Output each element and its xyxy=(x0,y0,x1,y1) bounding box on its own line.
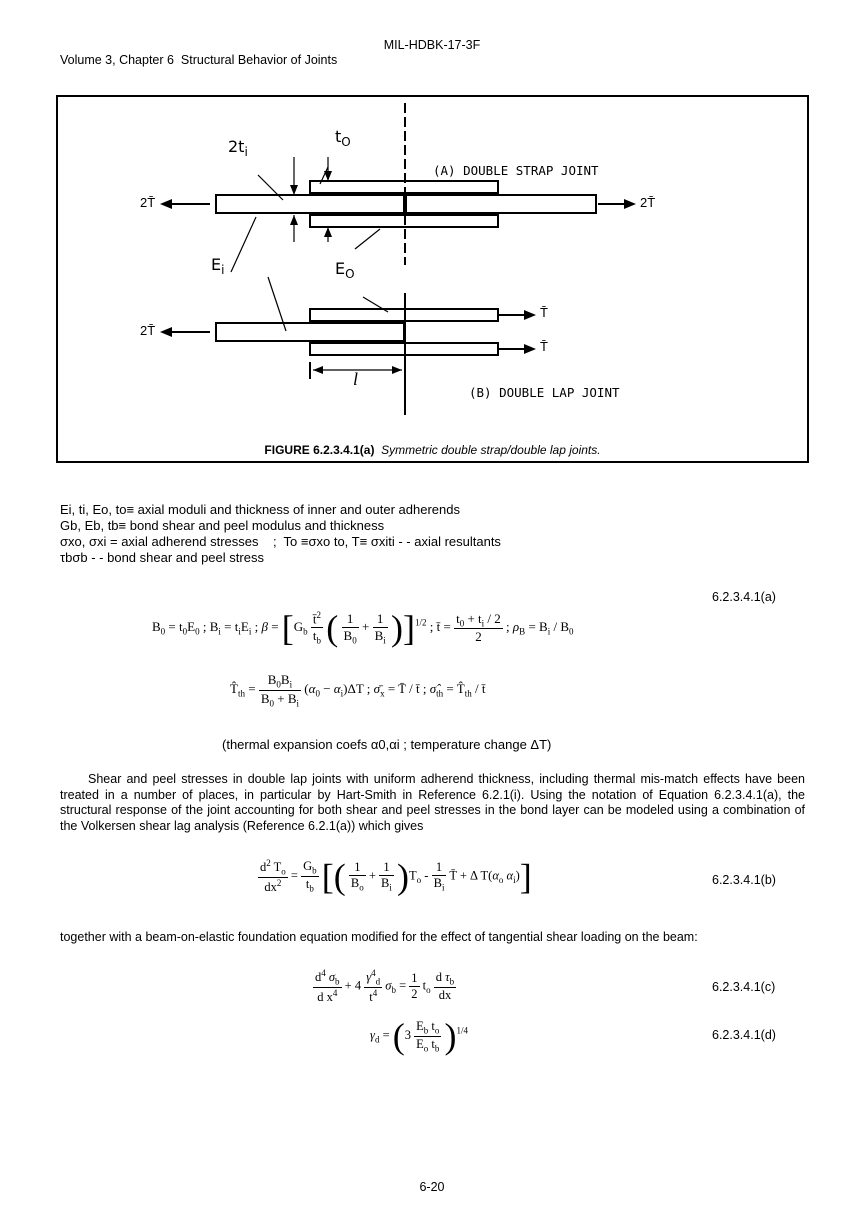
equation-number-d: 6.2.3.4.1(d) xyxy=(712,1028,776,1042)
force-label-T-b-top: T̄ xyxy=(540,305,548,320)
force-label-2T-a-left: 2T̄ xyxy=(140,195,156,210)
equation-a-line1: $B_0 = t_0E_0$ ; $B_i = t_iE_i$ ; $\beta = [G_b$ $\frac{t̄^2}{t_b}$ ( $\frac{1}{B_0}$ + $\frac{1}{B_i}$ )]$^{1/2}$ ; t̄ = $\frac{t_0 + t_i / 2}{2}$ ; $\rho_B = B_i / B_0$ xyxy=(152,608,574,648)
lap-inner-adherend xyxy=(216,323,404,341)
definition-line-2: Gb, Eb, tb≡ bond shear and peel modulus and thickness xyxy=(60,518,385,533)
definition-line-1: Ei, ti, Eo, to≡ axial moduli and thickness of inner and outer adherends xyxy=(60,502,460,517)
label-Eo: $E_O$ xyxy=(335,259,355,282)
force-label-2T-a-right: 2T̄ xyxy=(640,195,656,210)
force-label-2T-b-left: 2T̄ xyxy=(140,323,156,338)
equation-number-a: 6.2.3.4.1(a) xyxy=(712,590,776,604)
equation-a-line2: $T̂_{th}$ = $\frac{B_0B_i}{B_0 + B_i}$ $(\alpha_0 - \alpha_i)\Delta T$ ; $\sigmā_x$ = T̄ / t̄ ; $\sigmâ_{th}$ = $T̂_{th}$ / t̄ xyxy=(230,672,486,709)
label-double-lap: (B) DOUBLE LAP JOINT xyxy=(469,385,620,400)
equation-number-c: 6.2.3.4.1(c) xyxy=(712,980,776,994)
definition-line-4: τbσb - - bond shear and peel stress xyxy=(60,550,264,565)
length-label: l xyxy=(353,369,359,389)
paragraph-2: together with a beam-on-elastic foundation equation modified for the effect of tangential shear loading on the beam: xyxy=(60,930,698,944)
figure-caption: FIGURE 6.2.3.4.1(a) Symmetric double strap/double lap joints. xyxy=(264,443,601,457)
thermal-note: (thermal expansion coefs α0,αi ; temperature change ΔT) xyxy=(222,737,552,752)
label-Ei: $E_i$ xyxy=(211,255,225,278)
force-label-T-b-bottom: T̄ xyxy=(540,339,548,354)
page-number: 6-20 xyxy=(419,1180,445,1194)
joint-diagram xyxy=(58,97,807,437)
definition-line-3: σxo, σxi = axial adherend stresses ; To ≡σxo to, T≡ σxiti - - axial resultants xyxy=(60,534,501,549)
figure-box xyxy=(56,95,809,463)
equation-d: $\gamma_d = (3$ $\frac{E_b t_o}{E_o t_b}$ )$^{1/4}$ xyxy=(370,1016,469,1056)
label-double-strap: (A) DOUBLE STRAP JOINT xyxy=(433,163,599,178)
document-id: MIL-HDBK-17-3F xyxy=(383,38,481,52)
chapter-title: Volume 3, Chapter 6 Structural Behavior of Joints xyxy=(60,53,338,67)
paragraph-1: Shear and peel stresses in double lap joints with uniform adherend thickness, including thermal mis-match effects have been treated in a number of places, in particular by Hart-Smith in Reference 6.2.1(i). Using the notation of Equation 6.2.3.4.1(a), the structural response of the joint accounting for both shear and peel stresses in the bond layer can be modeled using a combination of the Volkersen shear lag analysis (Reference 6.2.1(a)) which gives xyxy=(60,772,805,833)
label-2ti: $2t_i$ xyxy=(228,137,248,160)
label-to: $t_O$ xyxy=(335,127,351,150)
inner-adherend-left xyxy=(216,195,404,213)
equation-number-b: 6.2.3.4.1(b) xyxy=(712,873,776,887)
equation-b: $\frac{d^2 T_o}{dx^2}$ = $\frac{G_b}{t_b}$ [( $\frac{1}{B_o}$ + $\frac{1}{B_i}$ )$T_o$ - $\frac{1}{B_i}$ T̄ + Δ $T(\alpha_o$ $\alpha_i$)] xyxy=(260,856,532,897)
inner-adherend-right xyxy=(406,195,596,213)
equation-c: $\frac{d^4 \sigma_b}{d x^4}$ + 4 $\frac{\gamma^4_d}{t^4}$ $\sigma_b$ = $\frac{1}{2}$ $t_o$ $\frac{d \tau_b}{dx}$ xyxy=(315,968,455,1004)
definitions xyxy=(60,502,501,566)
